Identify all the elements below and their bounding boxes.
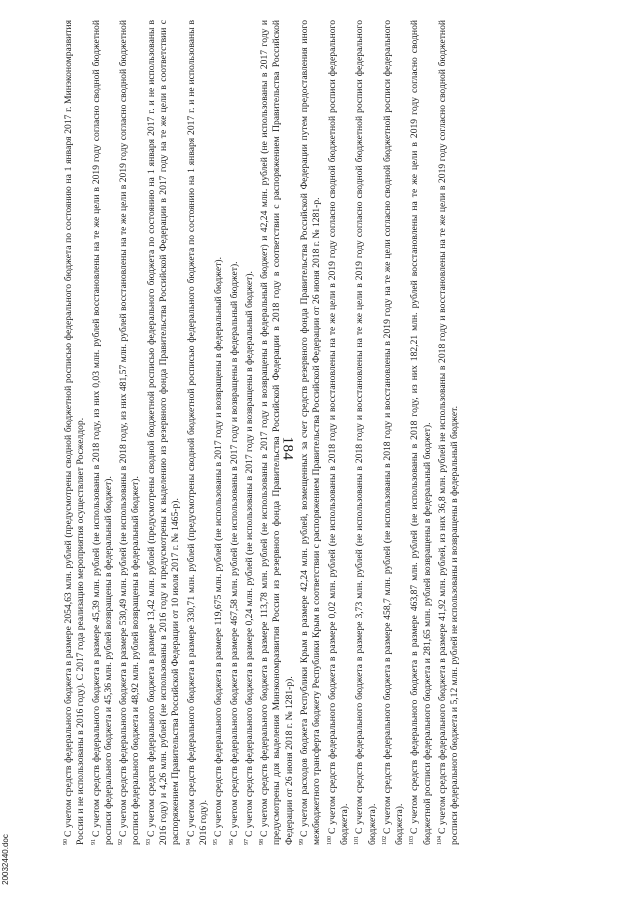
footnote-number: 102 bbox=[381, 836, 388, 845]
footnote-99 bbox=[296, 20, 324, 845]
footnote-number: 90 bbox=[63, 839, 69, 845]
footnote-94 bbox=[183, 20, 211, 845]
footnote-text: С учетом средств федерального бюджета в размере 3,73 млн. рублей (не использованы в 2018 году и восстановлены на те же цели в 2019 году согласно сводной бюджетной росписи федерального бюджета). bbox=[354, 20, 378, 845]
footnote-number: 94 bbox=[185, 839, 192, 845]
footnote-text: С учетом средств федерального бюджета в размере 2054,63 млн. рублей (предусмотрены сводной бюджетной росписью федерального бюджета по состоянию на 1 января 2017 г. Минэкономразвития России и не использованы в 2016 году). С 2017 года реализацию мероприятия осуществляет Росжелдор. bbox=[63, 20, 87, 845]
footnote-number: 98 bbox=[259, 839, 266, 845]
footnote-text: С учетом средств федерального бюджета в размере 467,58 млн. рублей (не использованы в 2017 году и возвращены в федеральный бюджет). bbox=[228, 261, 240, 837]
footnote-104 bbox=[434, 20, 462, 845]
document-id: 20032440.doc bbox=[0, 834, 10, 885]
page-number: 184 bbox=[279, 436, 296, 461]
footnote-number: 100 bbox=[326, 836, 333, 845]
footnote-text: С учетом средств федерального бюджета в размере 530,49 млн. рублей (не использованы в 2018 году, из них 481,57 млн. рублей восстановлены на те же цели в 2019 году согласно сводной бюджетной росписи федерального бюджета и 48,92 млн. рублей возвращены в федеральный бюджет). bbox=[118, 20, 142, 845]
footnote-text: С учетом расходов бюджета Республики Крым в размере 42,24 млн. рублей, возмещенных за счет средств резервного фонда Правительства Российской Федерации путем предоставления иного межбюджетного трансферта бюджету Республики Крым в соответствии с распоряжением Правительства Российской Федерации от 26 июня 2018 г. № 1281-р. bbox=[299, 20, 323, 845]
footnote-number: 97 bbox=[243, 839, 250, 845]
footnote-95 bbox=[210, 20, 225, 845]
footnotes-block bbox=[60, 20, 620, 845]
footnote-96 bbox=[226, 20, 241, 845]
footnote-text: С учетом средств федерального бюджета в размере 0,02 млн. рублей (не использованы в 2018 году и восстановлены на те же цели в 2019 году согласно сводной бюджетной росписи федерального бюджета). bbox=[326, 20, 350, 845]
footnote-103 bbox=[406, 20, 434, 845]
footnote-text: С учетом средств федерального бюджета в размере 13,42 млн. рублей (предусмотрены сводной бюджетной росписью федерального бюджета по состоянию на 1 января 2017 г. и не использованы в 2016 году) и 4,26 млн. рублей (не использованы в 2016 году и предусмотрены к выделению из резервного фонда Правительства Российской Федерации в 2017 году на те же цели в соответствии с распоряжением Правительства Российской Федерации от 10 июля 2017 г. № 1465-р). bbox=[145, 20, 182, 845]
footnote-number: 99 bbox=[299, 839, 306, 845]
footnote-text: С учетом средств федерального бюджета в размере 113,78 млн. рублей (не использованы в 2017 году и возвращены в федеральный бюджет) и 42,24 млн. рублей (не использованы в 2017 году и предусмотрены для выделения Минэкономразвития России из резервного фонда Правительства Российской Федерации в 2018 году в соответствии с распоряжением Правительства Российской Федерации от 26 июня 2018 г. № 1281-р). bbox=[259, 20, 295, 845]
footnote-number: 93 bbox=[145, 839, 152, 845]
footnote-text: С учетом средств федерального бюджета в размере 330,71 млн. рублей (предусмотрены сводной бюджетной росписью федерального бюджета по состоянию на 1 января 2017 г. и не использованы в 2016 году). bbox=[185, 20, 209, 845]
footnote-90 bbox=[60, 20, 88, 845]
footnote-92 bbox=[115, 20, 143, 845]
footnote-text: С учетом средств федерального бюджета в размере 119,675 млн. рублей (не использованы в 2017 году и возвращены в федеральный бюджет). bbox=[213, 257, 225, 837]
footnote-text: С учетом средств федерального бюджета в размере 463,87 млн. рублей (не использованы в 2018 году, из них 182,21 млн. рублей восстановлены на те же цели в 2019 году согласно сводной бюджетной росписи федерального бюджета и 281,65 млн. рублей возвращены в федеральный бюджет). bbox=[409, 20, 433, 845]
footnote-91 bbox=[88, 20, 116, 845]
footnote-text: С учетом средств федерального бюджета в размере 0,24 млн. рублей (не использованы в 2017 году и возвращены в федеральный бюджет). bbox=[243, 271, 255, 837]
footnote-93 bbox=[143, 20, 183, 845]
footnote-text: С учетом средств федерального бюджета в размере 458,7 млн. рублей (не использованы в 2018 году и восстановлены в 2019 году на те же цели согласно сводной бюджетной росписи федерального бюджета). bbox=[381, 20, 406, 845]
footnote-number: 95 bbox=[213, 839, 220, 845]
footnote-102 bbox=[379, 20, 407, 845]
footnote-101 bbox=[351, 20, 379, 845]
footnote-text: С учетом средств федерального бюджета в размере 41,92 млн. рублей, из них 36,8 млн. рублей не использованы в 2018 году и восстановлены на те же цели в 2019 году согласно сводной бюджетной росписи федерального бюджета и 5,12 млн. рублей не использованы и возвращены в федеральный бюджет. bbox=[437, 20, 461, 845]
footnote-98 bbox=[256, 20, 296, 845]
footnote-number: 91 bbox=[90, 839, 97, 845]
footnote-number: 92 bbox=[118, 839, 125, 845]
footnote-100 bbox=[324, 20, 352, 845]
footnote-number: 103 bbox=[409, 836, 416, 845]
footnote-number: 101 bbox=[354, 836, 361, 845]
footnote-text: С учетом средств федерального бюджета в размере 45,39 млн. рублей (не использованы в 2018 году, из них 0,03 млн. рублей восстановлены на те же цели в 2019 году согласно сводной бюджетной росписи федерального бюджета и 45,36 млн. рублей возвращены в федеральный бюджет). bbox=[90, 20, 114, 845]
footnote-number: 104 bbox=[437, 836, 444, 845]
footnote-97 bbox=[241, 20, 256, 845]
footnote-number: 96 bbox=[228, 839, 235, 845]
